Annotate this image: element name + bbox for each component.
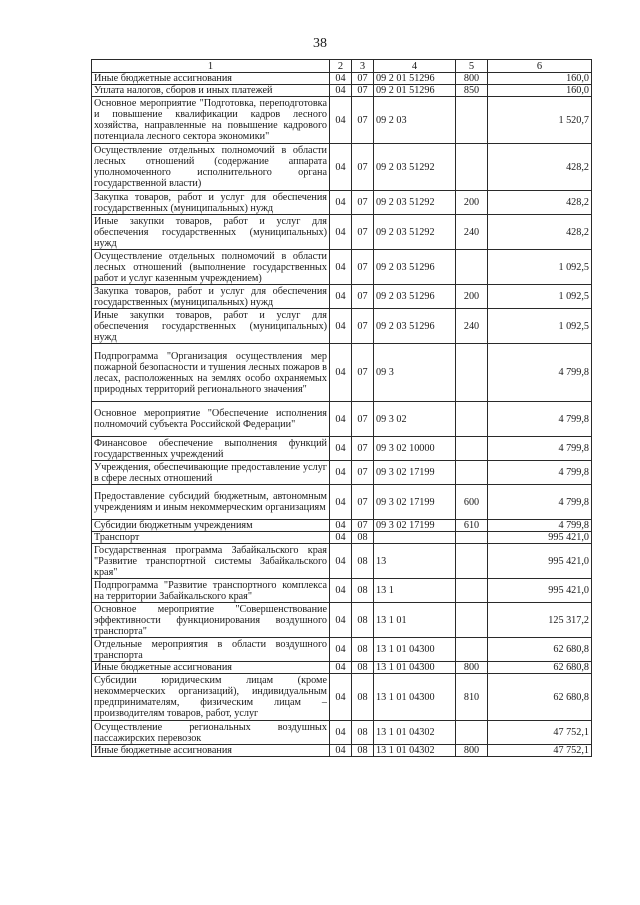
table-row <box>92 662 592 674</box>
row-name: Закупка товаров, работ и услуг для обеспечения государственных (муниципальных) нужд <box>92 191 330 215</box>
row-subsection: 07 <box>352 144 374 191</box>
row-expense-type <box>456 638 488 662</box>
row-subsection: 07 <box>352 191 374 215</box>
row-section: 04 <box>330 191 352 215</box>
row-amount: 1 092,5 <box>488 285 592 309</box>
row-expense-type <box>456 603 488 638</box>
row-name: Основное мероприятие "Обеспечение исполнения полномочий субъекта Российской Федерации" <box>92 402 330 437</box>
row-name: Осуществление региональных воздушных пассажирских перевозок <box>92 721 330 745</box>
row-section: 04 <box>330 638 352 662</box>
row-section: 04 <box>330 144 352 191</box>
row-expense-type: 600 <box>456 485 488 520</box>
row-subsection: 08 <box>352 638 374 662</box>
row-target-article: 09 3 <box>374 344 456 402</box>
row-expense-type: 850 <box>456 85 488 97</box>
row-expense-type <box>456 461 488 485</box>
row-section: 04 <box>330 73 352 85</box>
row-name: Осуществление отдельных полномочий в области лесных отношений (выполнение государственных работ и услуг казенным учреждением) <box>92 250 330 285</box>
row-target-article: 09 2 03 51292 <box>374 215 456 250</box>
row-section: 04 <box>330 745 352 757</box>
row-target-article: 09 2 03 51296 <box>374 250 456 285</box>
row-amount: 62 680,8 <box>488 674 592 721</box>
row-expense-type: 240 <box>456 215 488 250</box>
row-section: 04 <box>330 662 352 674</box>
row-subsection: 07 <box>352 309 374 344</box>
row-name: Субсидии бюджетным учреждениям <box>92 520 330 532</box>
row-name: Основное мероприятие "Подготовка, переподготовка и повышение квалификации кадров лесного хозяйства, направленные на повышение кадрового потенциала лесного сектора экономики" <box>92 97 330 144</box>
row-amount: 428,2 <box>488 144 592 191</box>
row-expense-type <box>456 144 488 191</box>
row-section: 04 <box>330 285 352 309</box>
row-subsection: 07 <box>352 437 374 461</box>
row-name: Государственная программа Забайкальского края "Развитие транспортной системы Забайкальского края" <box>92 544 330 579</box>
table-header <box>92 60 592 73</box>
row-section: 04 <box>330 520 352 532</box>
row-subsection: 07 <box>352 73 374 85</box>
row-amount: 62 680,8 <box>488 638 592 662</box>
row-expense-type <box>456 437 488 461</box>
row-section: 04 <box>330 85 352 97</box>
row-amount: 4 799,8 <box>488 402 592 437</box>
row-amount: 4 799,8 <box>488 344 592 402</box>
row-subsection: 08 <box>352 603 374 638</box>
row-target-article: 09 3 02 <box>374 402 456 437</box>
row-name: Субсидии юридическим лицам (кроме некоммерческих организаций), индивидуальным предпринимателям, физическим лицам – производителям товаров, работ, услуг <box>92 674 330 721</box>
header-col-4: 4 <box>374 60 456 73</box>
row-expense-type <box>456 544 488 579</box>
row-name: Иные закупки товаров, работ и услуг для обеспечения государственных (муниципальных) нужд <box>92 215 330 250</box>
row-subsection: 07 <box>352 85 374 97</box>
row-subsection: 08 <box>352 662 374 674</box>
header-col-2: 2 <box>330 60 352 73</box>
row-amount: 995 421,0 <box>488 532 592 544</box>
header-col-1: 1 <box>92 60 330 73</box>
row-target-article <box>374 532 456 544</box>
row-name: Закупка товаров, работ и услуг для обеспечения государственных (муниципальных) нужд <box>92 285 330 309</box>
row-subsection: 08 <box>352 544 374 579</box>
table-row <box>92 402 592 437</box>
row-target-article: 09 3 02 17199 <box>374 461 456 485</box>
header-col-3: 3 <box>352 60 374 73</box>
row-amount: 1 092,5 <box>488 250 592 285</box>
table-row <box>92 85 592 97</box>
row-section: 04 <box>330 344 352 402</box>
budget-table <box>91 59 592 757</box>
row-section: 04 <box>330 532 352 544</box>
row-subsection: 08 <box>352 674 374 721</box>
row-amount: 1 092,5 <box>488 309 592 344</box>
row-name: Транспорт <box>92 532 330 544</box>
row-subsection: 08 <box>352 579 374 603</box>
table-row <box>92 191 592 215</box>
row-target-article: 13 1 01 04302 <box>374 721 456 745</box>
row-subsection: 07 <box>352 250 374 285</box>
row-expense-type <box>456 97 488 144</box>
row-target-article: 13 1 01 04300 <box>374 662 456 674</box>
table-row <box>92 485 592 520</box>
row-amount: 62 680,8 <box>488 662 592 674</box>
row-section: 04 <box>330 461 352 485</box>
row-section: 04 <box>330 215 352 250</box>
row-target-article: 09 3 02 10000 <box>374 437 456 461</box>
row-subsection: 07 <box>352 402 374 437</box>
table-row <box>92 285 592 309</box>
row-name: Подпрограмма "Организация осуществления мер пожарной безопасности и тушения лесных пожаров в лесах, расположенных на землях особо охраняемых природных территорий регионального значения" <box>92 344 330 402</box>
row-target-article: 09 3 02 17199 <box>374 520 456 532</box>
row-name: Подпрограмма "Развитие транспортного комплекса на территории Забайкальского края" <box>92 579 330 603</box>
row-target-article: 09 2 03 51292 <box>374 144 456 191</box>
row-subsection: 07 <box>352 344 374 402</box>
table-row <box>92 532 592 544</box>
table-row <box>92 461 592 485</box>
row-name: Предоставление субсидий бюджетным, автономным учреждениям и иным некоммерческим организациям <box>92 485 330 520</box>
row-subsection: 08 <box>352 532 374 544</box>
row-expense-type: 200 <box>456 191 488 215</box>
row-section: 04 <box>330 97 352 144</box>
table-row <box>92 745 592 757</box>
row-target-article: 13 1 01 04300 <box>374 674 456 721</box>
row-subsection: 07 <box>352 215 374 250</box>
table-row <box>92 97 592 144</box>
table-row <box>92 674 592 721</box>
table-row <box>92 215 592 250</box>
table-row <box>92 638 592 662</box>
row-expense-type <box>456 402 488 437</box>
row-subsection: 07 <box>352 97 374 144</box>
row-subsection: 08 <box>352 745 374 757</box>
row-expense-type: 800 <box>456 73 488 85</box>
table-row <box>92 520 592 532</box>
table-row <box>92 73 592 85</box>
row-expense-type <box>456 344 488 402</box>
row-amount: 4 799,8 <box>488 485 592 520</box>
row-target-article: 13 1 01 04300 <box>374 638 456 662</box>
row-target-article: 13 1 <box>374 579 456 603</box>
row-expense-type: 800 <box>456 662 488 674</box>
table-row <box>92 144 592 191</box>
row-name: Отдельные мероприятия в области воздушного транспорта <box>92 638 330 662</box>
page-number: 38 <box>313 36 327 51</box>
row-target-article: 13 <box>374 544 456 579</box>
table-row <box>92 309 592 344</box>
row-section: 04 <box>330 485 352 520</box>
row-name: Иные закупки товаров, работ и услуг для обеспечения государственных (муниципальных) нужд <box>92 309 330 344</box>
row-subsection: 08 <box>352 721 374 745</box>
row-target-article: 09 3 02 17199 <box>374 485 456 520</box>
row-target-article: 09 2 01 51296 <box>374 85 456 97</box>
row-section: 04 <box>330 579 352 603</box>
row-name: Иные бюджетные ассигнования <box>92 662 330 674</box>
row-amount: 1 520,7 <box>488 97 592 144</box>
row-amount: 4 799,8 <box>488 437 592 461</box>
row-name: Финансовое обеспечение выполнения функций государственных учреждений <box>92 437 330 461</box>
row-target-article: 09 2 03 51292 <box>374 191 456 215</box>
row-expense-type: 200 <box>456 285 488 309</box>
row-section: 04 <box>330 603 352 638</box>
row-amount: 4 799,8 <box>488 520 592 532</box>
table-row <box>92 344 592 402</box>
row-subsection: 07 <box>352 285 374 309</box>
table-row <box>92 721 592 745</box>
row-name: Иные бюджетные ассигнования <box>92 745 330 757</box>
row-name: Иные бюджетные ассигнования <box>92 73 330 85</box>
row-expense-type: 610 <box>456 520 488 532</box>
row-subsection: 07 <box>352 520 374 532</box>
row-section: 04 <box>330 721 352 745</box>
row-section: 04 <box>330 309 352 344</box>
row-target-article: 09 2 03 51296 <box>374 309 456 344</box>
row-name: Уплата налогов, сборов и иных платежей <box>92 85 330 97</box>
row-target-article: 13 1 01 04302 <box>374 745 456 757</box>
row-section: 04 <box>330 250 352 285</box>
table-row <box>92 250 592 285</box>
table-row <box>92 544 592 579</box>
row-expense-type <box>456 579 488 603</box>
table-body <box>92 73 592 757</box>
row-subsection: 07 <box>352 461 374 485</box>
row-amount: 160,0 <box>488 85 592 97</box>
row-amount: 428,2 <box>488 191 592 215</box>
row-amount: 47 752,1 <box>488 721 592 745</box>
row-expense-type <box>456 250 488 285</box>
row-section: 04 <box>330 544 352 579</box>
row-name: Основное мероприятие "Совершенствование эффективности функционирования воздушного транспорта" <box>92 603 330 638</box>
row-expense-type: 800 <box>456 745 488 757</box>
row-subsection: 07 <box>352 485 374 520</box>
row-expense-type <box>456 532 488 544</box>
table-row <box>92 437 592 461</box>
row-amount: 47 752,1 <box>488 745 592 757</box>
row-amount: 4 799,8 <box>488 461 592 485</box>
row-expense-type: 810 <box>456 674 488 721</box>
row-section: 04 <box>330 402 352 437</box>
row-amount: 995 421,0 <box>488 579 592 603</box>
row-amount: 125 317,2 <box>488 603 592 638</box>
table-row <box>92 579 592 603</box>
header-col-5: 5 <box>456 60 488 73</box>
row-target-article: 09 2 03 <box>374 97 456 144</box>
row-section: 04 <box>330 674 352 721</box>
table-row <box>92 603 592 638</box>
row-section: 04 <box>330 437 352 461</box>
row-expense-type: 240 <box>456 309 488 344</box>
row-amount: 428,2 <box>488 215 592 250</box>
row-name: Осуществление отдельных полномочий в области лесных отношений (содержание аппарата уполномоченного исполнительного органа государственной власти) <box>92 144 330 191</box>
row-amount: 160,0 <box>488 73 592 85</box>
row-amount: 995 421,0 <box>488 544 592 579</box>
row-target-article: 13 1 01 <box>374 603 456 638</box>
row-expense-type <box>456 721 488 745</box>
row-target-article: 09 2 01 51296 <box>374 73 456 85</box>
header-col-6: 6 <box>488 60 592 73</box>
row-name: Учреждения, обеспечивающие предоставление услуг в сфере лесных отношений <box>92 461 330 485</box>
row-target-article: 09 2 03 51296 <box>374 285 456 309</box>
